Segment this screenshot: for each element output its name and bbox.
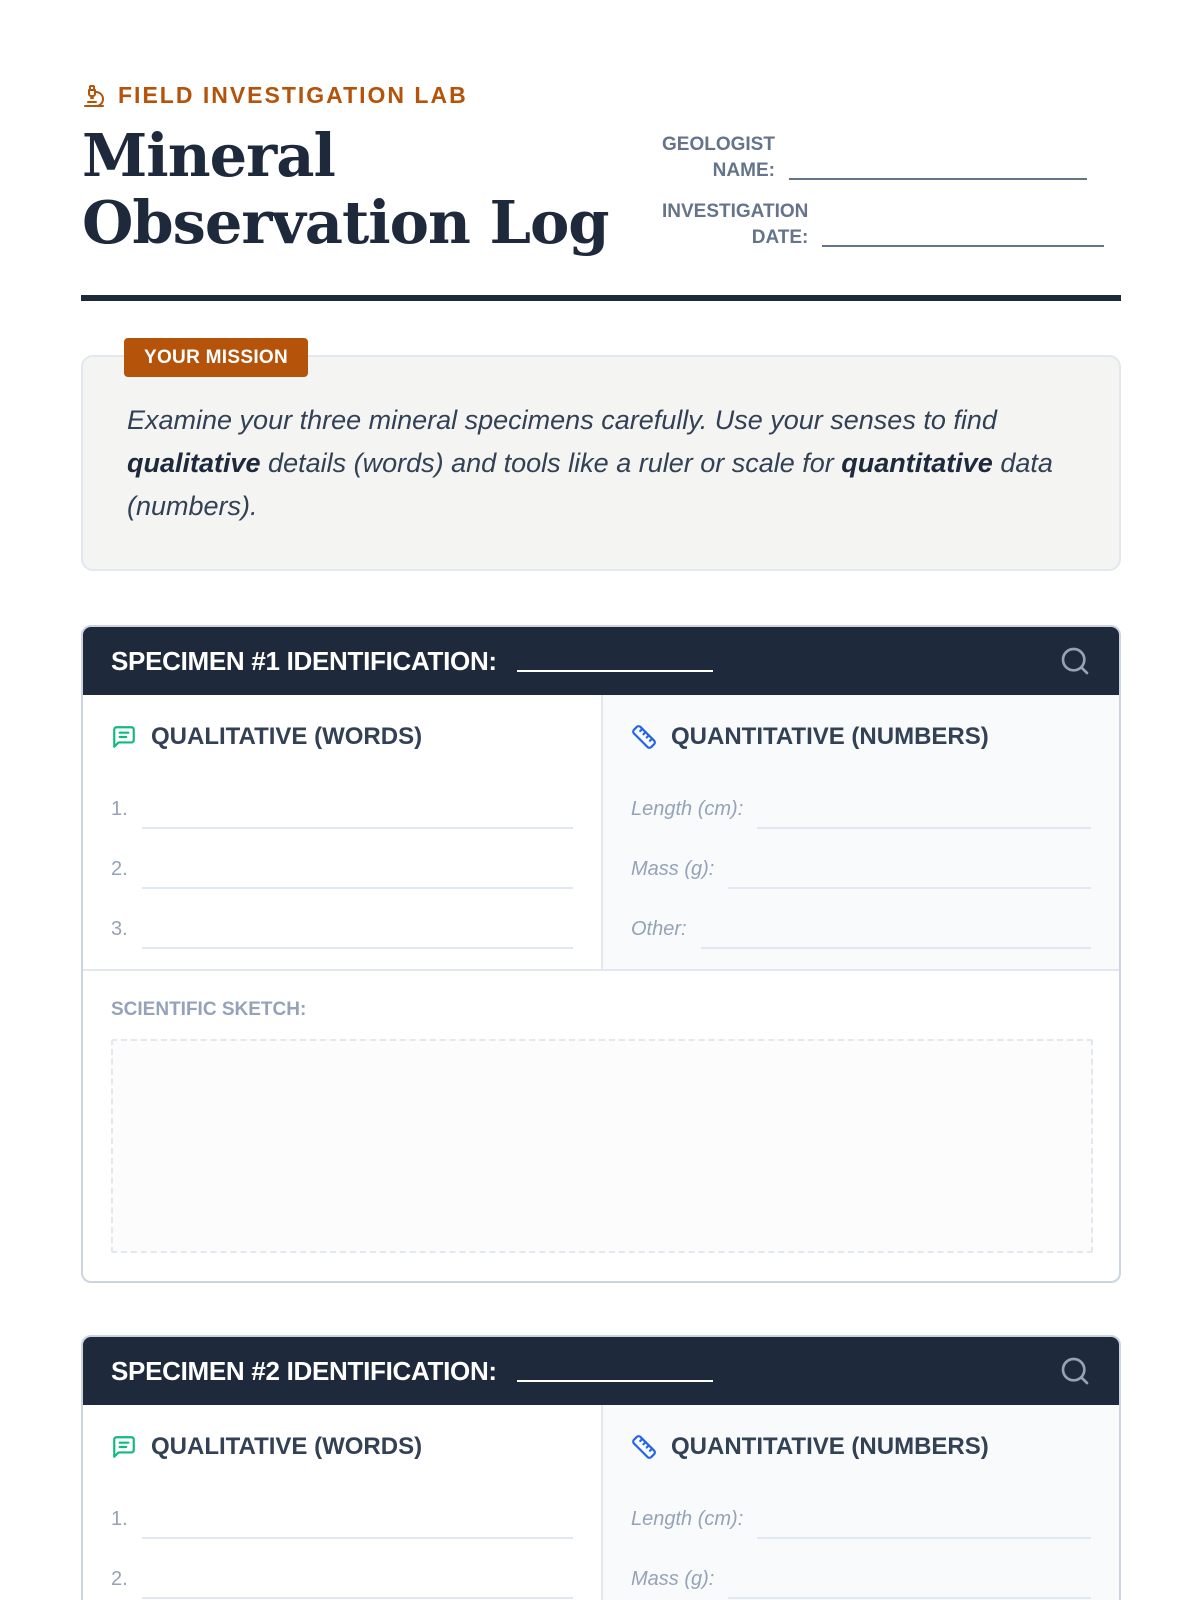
answer-line[interactable]: [701, 947, 1091, 949]
name-label-line-2: NAME:: [712, 160, 775, 181]
message-icon: [111, 1434, 137, 1460]
qualitative-row-number: 2.: [111, 1568, 128, 1590]
qualitative-row-number: 2.: [111, 858, 128, 880]
mission-box: [81, 355, 1121, 571]
quantitative-row[interactable]: [631, 849, 1091, 881]
quantitative-row-label: Other:: [631, 918, 687, 940]
quantitative-heading: [631, 723, 989, 751]
quantitative-row-label: Length (cm):: [631, 1508, 744, 1530]
qualitative-heading: [111, 1433, 422, 1461]
title-line-2: Observation Log: [82, 188, 609, 257]
header-divider: [81, 295, 1121, 301]
quantitative-heading-text: QUANTITATIVE (NUMBERS): [671, 1433, 989, 1460]
quantitative-row[interactable]: [631, 789, 1091, 821]
qualitative-heading: [111, 723, 422, 751]
geologist-name-line[interactable]: [789, 178, 1087, 180]
qualitative-row[interactable]: [111, 909, 573, 941]
specimen-title: SPECIMEN #1 IDENTIFICATION:: [111, 645, 497, 676]
qualitative-heading-text: QUALITATIVE (WORDS): [151, 1433, 423, 1460]
message-icon: [111, 724, 137, 750]
answer-line[interactable]: [142, 1597, 573, 1599]
specimen-id-blank[interactable]: [517, 670, 713, 672]
qualitative-row-number: 3.: [111, 918, 128, 940]
quantitative-row[interactable]: [631, 1499, 1091, 1531]
specimen-id-blank[interactable]: [517, 1380, 713, 1382]
specimen-card-1: [81, 625, 1121, 1283]
quantitative-row-label: Length (cm):: [631, 798, 744, 820]
qualitative-heading-text: QUALITATIVE (WORDS): [151, 723, 423, 750]
answer-line[interactable]: [728, 887, 1091, 889]
quantitative-column: [603, 695, 1119, 969]
name-label-line-1: GEOLOGIST: [662, 134, 775, 155]
sketch-section: [83, 971, 1119, 1281]
qualitative-row[interactable]: [111, 1499, 573, 1531]
ruler-icon: [631, 1434, 657, 1460]
sketch-label: SCIENTIFIC SKETCH:: [111, 999, 307, 1020]
mission-text-part-3: data (numbers).: [127, 448, 1053, 521]
geologist-name-label: [662, 132, 775, 184]
title-line-1: Mineral: [82, 121, 335, 190]
mission-bold-quantitative: quantitative: [841, 448, 993, 478]
qualitative-row-number: 1.: [111, 1508, 128, 1530]
kicker-text: FIELD INVESTIGATION LAB: [118, 82, 468, 108]
search-icon: [1059, 1355, 1091, 1387]
mission-text-part-1: Examine your three mineral specimens carefully. Use your senses to find: [127, 405, 997, 435]
answer-line[interactable]: [757, 1537, 1091, 1539]
specimen-header: [83, 627, 1119, 695]
mission-text-part-2: details (words) and tools like a ruler or scale for: [260, 448, 842, 478]
ruler-icon: [631, 724, 657, 750]
geologist-name-field[interactable]: [662, 132, 1087, 184]
quantitative-row-label: Mass (g):: [631, 858, 715, 880]
specimen-header: [83, 1337, 1119, 1405]
quantitative-column: [603, 1405, 1119, 1600]
answer-line[interactable]: [142, 947, 573, 949]
investigation-date-line[interactable]: [822, 245, 1104, 247]
date-label-line-1: INVESTIGATION: [662, 201, 809, 222]
sketch-area[interactable]: [111, 1039, 1093, 1253]
answer-line[interactable]: [142, 827, 573, 829]
answer-line[interactable]: [728, 1597, 1091, 1599]
specimen-title: SPECIMEN #2 IDENTIFICATION:: [111, 1355, 497, 1386]
lab-kicker: [82, 82, 468, 109]
investigation-date-field[interactable]: [662, 199, 1104, 251]
qualitative-row[interactable]: [111, 849, 573, 881]
specimen-card-2: [81, 1335, 1121, 1600]
quantitative-heading: [631, 1433, 989, 1461]
quantitative-row[interactable]: [631, 1559, 1091, 1591]
search-icon: [1059, 645, 1091, 677]
mission-tag: YOUR MISSION: [124, 338, 308, 377]
quantitative-row[interactable]: [631, 909, 1091, 941]
mission-text: [127, 399, 1087, 528]
qualitative-row[interactable]: [111, 789, 573, 821]
qualitative-column: [83, 695, 603, 969]
date-label-line-2: DATE:: [751, 227, 809, 248]
answer-line[interactable]: [142, 887, 573, 889]
answer-line[interactable]: [142, 1537, 573, 1539]
mission-bold-qualitative: qualitative: [127, 448, 261, 478]
microscope-icon: [82, 84, 106, 108]
qualitative-row[interactable]: [111, 1559, 573, 1591]
page-title: [82, 122, 609, 256]
quantitative-row-label: Mass (g):: [631, 1568, 715, 1590]
qualitative-column: [83, 1405, 603, 1600]
answer-line[interactable]: [757, 827, 1091, 829]
investigation-date-label: [662, 199, 808, 251]
qualitative-row-number: 1.: [111, 798, 128, 820]
quantitative-heading-text: QUANTITATIVE (NUMBERS): [671, 723, 989, 750]
